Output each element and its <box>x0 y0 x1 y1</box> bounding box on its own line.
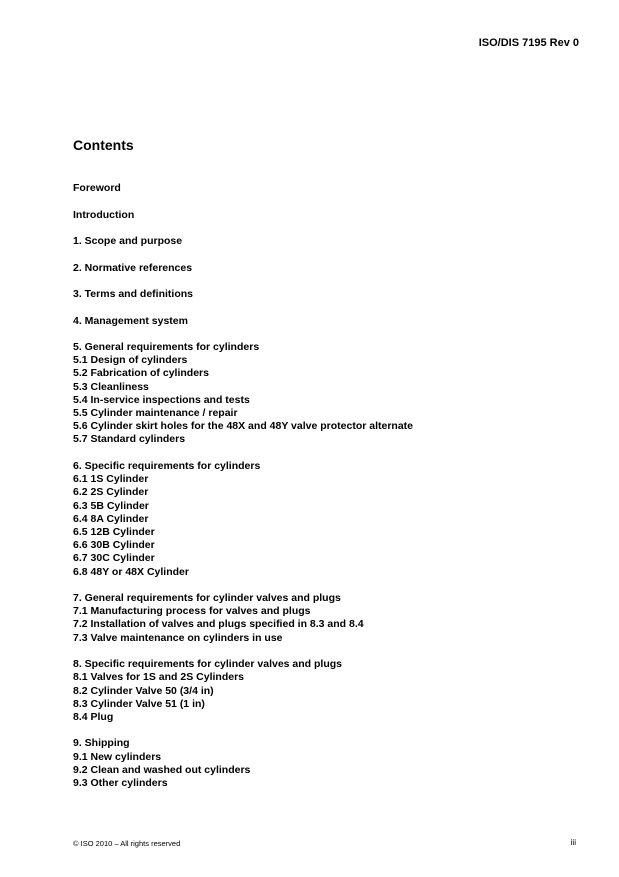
toc-subsection-entry: 5.2 Fabrication of cylinders <box>73 367 209 380</box>
footer-copyright: © ISO 2010 – All rights reserved <box>73 839 181 848</box>
toc-section-heading: Introduction <box>73 208 135 221</box>
toc-subsection-entry: 5.3 Cleanliness <box>73 380 149 393</box>
toc-section-heading: 5. General requirements for cylinders <box>73 341 260 353</box>
toc-group <box>73 658 413 724</box>
toc-section-heading: 8. Specific requirements for cylinder valves and plugs <box>73 658 343 671</box>
toc-subsection-entry: 5.7 Standard cylinders <box>73 433 186 446</box>
toc-subsection-entry: 5.1 Design of cylinders <box>73 354 188 367</box>
toc-subsection-entry: 7.1 Manufacturing process for valves and plugs <box>73 605 311 618</box>
toc-subsection-entry: 6.7 30C Cylinder <box>73 552 155 565</box>
toc-section-heading: 4. Management system <box>73 314 188 327</box>
toc-subsection-entry: 6.5 12B Cylinder <box>73 525 155 538</box>
toc-group <box>73 460 413 579</box>
toc-group <box>73 182 413 195</box>
toc-subsection-entry: 8.4 Plug <box>73 710 114 723</box>
toc-subsection-entry: 6.8 48Y or 48X Cylinder <box>73 565 189 578</box>
toc-section-heading: 3. Terms and definitions <box>73 288 193 300</box>
document-id: ISO/DIS 7195 Rev 0 <box>478 37 579 49</box>
page-title: Contents <box>73 137 134 153</box>
table-of-contents <box>73 182 413 804</box>
toc-subsection-entry: 6.4 8A Cylinder <box>73 512 149 525</box>
toc-group <box>73 315 413 328</box>
toc-section-heading: 1. Scope and purpose <box>73 235 183 247</box>
toc-group <box>73 592 413 645</box>
toc-group <box>73 288 413 301</box>
toc-group <box>73 235 413 248</box>
toc-subsection-entry: 6.6 30B Cylinder <box>73 539 155 552</box>
footer-page-number: iii <box>570 838 576 847</box>
toc-group <box>73 262 413 275</box>
toc-section-heading: 2. Normative references <box>73 261 193 274</box>
toc-group <box>73 737 413 790</box>
toc-section-heading: 7. General requirements for cylinder valves and plugs <box>73 592 341 605</box>
toc-subsection-entry: 6.3 5B Cylinder <box>73 499 149 512</box>
toc-subsection-entry: 8.3 Cylinder Valve 51 (1 in) <box>73 697 205 710</box>
toc-subsection-entry: 7.3 Valve maintenance on cylinders in use <box>73 631 283 644</box>
toc-section-heading: Foreword <box>73 182 121 194</box>
toc-subsection-entry: 9.3 Other cylinders <box>73 777 168 790</box>
toc-subsection-entry: 6.2 2S Cylinder <box>73 486 149 499</box>
toc-subsection-entry: 7.2 Installation of valves and plugs specified in 8.3 and 8.4 <box>73 618 364 631</box>
toc-subsection-entry: 8.2 Cylinder Valve 50 (3/4 in) <box>73 684 214 697</box>
toc-section-heading: 6. Specific requirements for cylinders <box>73 459 261 472</box>
toc-subsection-entry: 6.1 1S Cylinder <box>73 473 149 486</box>
toc-group <box>73 341 413 447</box>
toc-subsection-entry: 5.4 In-service inspections and tests <box>73 393 250 406</box>
toc-subsection-entry: 5.5 Cylinder maintenance / repair <box>73 407 238 420</box>
toc-subsection-entry: 9.2 Clean and washed out cylinders <box>73 763 251 776</box>
toc-subsection-entry: 9.1 New cylinders <box>73 750 162 763</box>
toc-subsection-entry: 8.1 Valves for 1S and 2S Cylinders <box>73 671 244 684</box>
toc-subsection-entry: 5.6 Cylinder skirt holes for the 48X and 48Y valve protector alternate <box>73 420 414 433</box>
toc-section-heading: 9. Shipping <box>73 737 130 750</box>
toc-group <box>73 209 413 222</box>
